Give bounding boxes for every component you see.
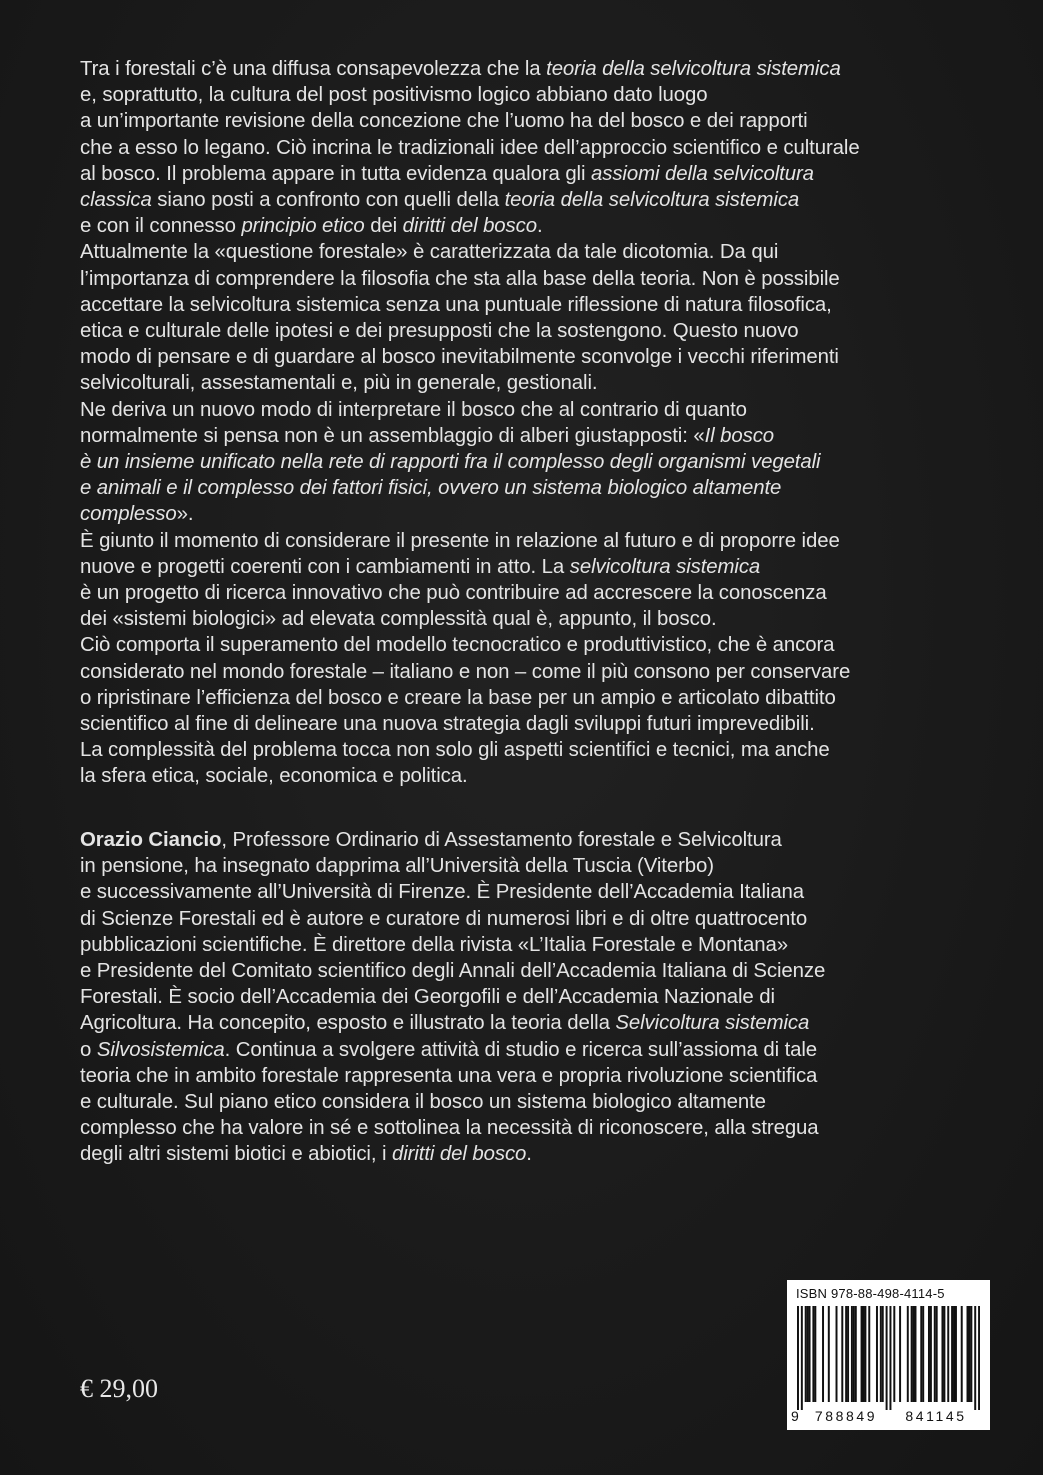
barcode-bar	[947, 1306, 949, 1402]
barcode-bar	[911, 1306, 913, 1402]
barcode-bar	[853, 1306, 855, 1402]
blurb-paragraph-3: Ne deriva un nuovo modo di interpretare il bosco che al contrario di quanto normalmente si pensa non è un assemblaggio di alberi giustapposti: «Il bosco è un insieme unificato nella rete di rapporti fra il complesso degli organismi vegetali e animali e il complesso dei fattori fisici, ovvero un sistema biologico altamente complesso».	[80, 398, 821, 526]
barcode-bars	[797, 1306, 980, 1410]
barcode-digit-first: 9	[791, 1408, 799, 1424]
barcode-guard-bar	[797, 1306, 799, 1410]
barcode-bar	[934, 1306, 936, 1402]
barcode-bar	[967, 1306, 969, 1402]
blurb-paragraph-5: Ciò comporta il superamento del modello tecnocratico e produttivistico, che è ancora considerato nel mondo forestale – italiano e non – come il più consono per conservare o ripristinare l’efficienza del bosco e creare la base per un ampio e articolato dibattito scientifico al fine di delineare una nuova strategia dagli sviluppi futuri imprevedibili.	[80, 634, 851, 736]
barcode-guard-bar	[889, 1306, 891, 1410]
barcode-bar	[922, 1306, 924, 1402]
barcode-bar	[968, 1306, 970, 1402]
barcode-bar	[862, 1306, 864, 1402]
barcode-bar	[882, 1306, 884, 1402]
barcode-bar	[913, 1306, 915, 1402]
isbn-label: ISBN 978-88-498-4114-5	[796, 1286, 945, 1301]
barcode-bar	[851, 1306, 853, 1402]
barcode-bar	[836, 1306, 838, 1402]
barcode-bar	[970, 1306, 972, 1402]
barcode-bar	[814, 1306, 816, 1402]
barcode-bar	[809, 1306, 811, 1402]
barcode-guard-bar	[974, 1306, 976, 1410]
barcode-bar	[941, 1306, 943, 1402]
barcode-bar	[807, 1306, 809, 1402]
barcode-bar	[845, 1306, 847, 1402]
barcode-bar	[841, 1306, 843, 1402]
barcode-bar	[915, 1306, 917, 1402]
barcode-bar	[812, 1306, 814, 1402]
barcode-bar	[893, 1306, 895, 1402]
barcode-bar	[847, 1306, 849, 1402]
barcode-bar	[864, 1306, 866, 1402]
barcode-bar	[861, 1306, 863, 1402]
barcode-digits	[791, 1408, 986, 1424]
barcode-bar	[936, 1306, 938, 1402]
barcode-bar	[951, 1306, 953, 1402]
barcode-bar	[899, 1306, 901, 1402]
blurb-paragraph-6: La complessità del problema tocca non solo gli aspetti scientifici e tecnici, ma anche la sfera etica, sociale, economica e politica.	[80, 739, 830, 788]
barcode-bar	[876, 1306, 878, 1402]
barcode-bar	[868, 1306, 870, 1402]
author-bio-paragraph: Orazio Ciancio, Professore Ordinario di Assestamento forestale e Selvicoltura in pensione, ha insegnato dapprima all’Università della Tuscia (Viterbo) e successivamente all’Università di Firenze. È Presidente dell’Accademia Italiana di Scienze Forestali ed è autore e curatore di numerosi libri e di oltre quattrocento pubblicazioni scientifiche. È direttore della rivista «L’Italia Forestale e Montana» e Presidente del Comitato scientifico degli Annali dell’Accademia Italiana di Scienze Forestali. È socio dell’Accademia dei Georgofili e dell’Accademia Nazionale di Agricoltura. Ha concepito, esposto e illustrato la teoria della Selvicoltura sistemica o Silvosistemica. Continua a svolgere attività di studio e ricerca sull’assioma di tale teoria che in ambito forestale rappresenta una vera e propria rivoluzione scientifica e culturale. Sul piano etico considera il bosco un sistema biologico altamente complesso che ha valore in sé e sottolinea la necessità di riconoscere, alla stregua degli altri sistemi biotici e abiotici, i diritti del bosco.	[80, 829, 826, 1166]
barcode-guard-bar	[886, 1306, 888, 1410]
barcode-bar	[920, 1306, 922, 1402]
barcode-bar	[928, 1306, 930, 1402]
blurb-paragraph-2: Attualmente la «questione forestale» è caratterizzata da tale dicotomia. Da qui l’importanza di comprendere la filosofia che sta alla base della teoria. Non è possibile accettare la selvicoltura sistemica senza una puntuale riflessione di natura filosofica, etica e culturale delle ipotesi e dei presupposti che la sostengono. Questo nuovo modo di pensare e di guardare al bosco inevitabilmente sconvolge i vecchi riferimenti selvicolturali, assestamentali e, più in generale, gestionali.	[80, 241, 840, 395]
barcode-bar	[828, 1306, 830, 1402]
blurb-paragraph-4: È giunto il momento di considerare il presente in relazione al futuro e di proporre idee nuove e progetti coerenti con i cambiamenti in atto. La selvicoltura sistemica è un progetto di ricerca innovativo che può contribuire ad accrescere la conoscenza dei «sistemi biologici» ad elevata complessità qual è, appunto, il bosco.	[80, 529, 840, 631]
barcode-bar	[907, 1306, 909, 1402]
barcode-digits-left: 788849	[814, 1408, 878, 1424]
barcode-bar	[822, 1306, 824, 1402]
barcode-bar	[953, 1306, 955, 1402]
barcode-guard-bar	[801, 1306, 803, 1410]
barcode-bar	[880, 1306, 882, 1402]
author-name: Orazio Ciancio	[80, 829, 222, 851]
barcode-bar	[930, 1306, 932, 1402]
barcode-bar	[943, 1306, 945, 1402]
barcode-bar	[855, 1306, 857, 1402]
barcode-bar	[961, 1306, 963, 1402]
author-bio	[80, 827, 990, 1168]
blurb-text	[80, 56, 990, 790]
barcode-guard-bar	[978, 1306, 980, 1410]
barcode-bar	[955, 1306, 957, 1402]
blurb-paragraph-1: Tra i forestali c’è una diffusa consapevolezza che la teoria della selvicoltura sistemica e, soprattutto, la cultura del post positivismo logico abbiano dato luogo a un’importante revisione della concezione che l’uomo ha del bosco e dei rapporti che a esso lo legano. Ciò incrina le tradizionali idee dell’approccio scientifico e culturale al bosco. Il problema appare in tutta evidenza qualora gli assiomi della selvicoltura classica siano posti a confronto con quelli della teoria della selvicoltura sistemica e con il connesso principio etico dei diritti del bosco.	[80, 58, 860, 238]
isbn-barcode	[787, 1280, 990, 1430]
barcode-bar	[805, 1306, 807, 1402]
price-label: € 29,00	[80, 1374, 158, 1403]
barcode-digits-right: 841145	[905, 1408, 967, 1424]
